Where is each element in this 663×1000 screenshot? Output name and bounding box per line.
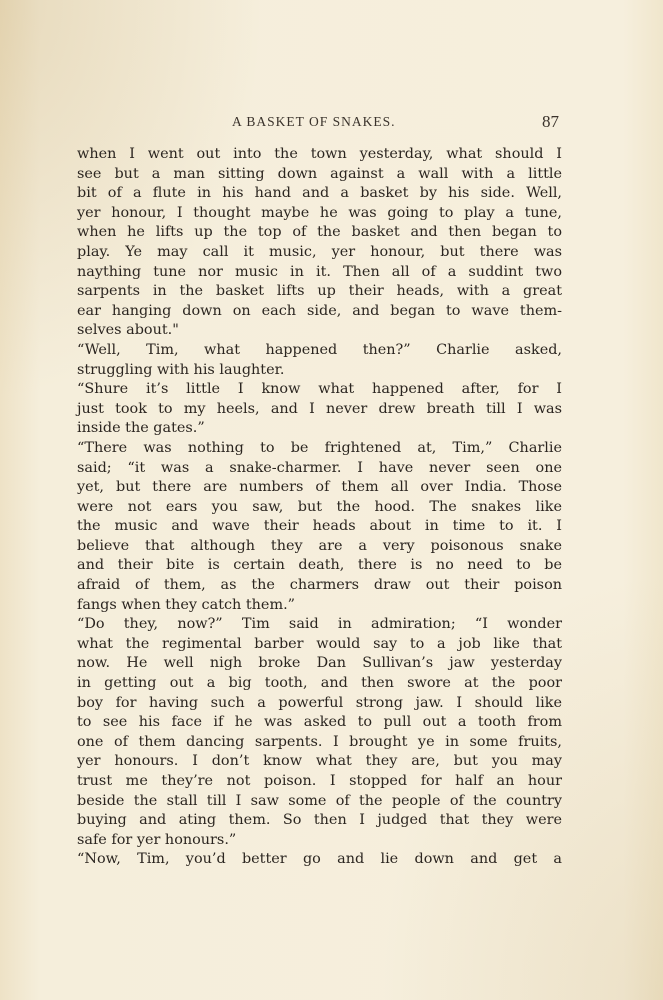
text-line: bit of a flute in his hand and a basket by his side. Well, — [77, 185, 562, 202]
text-line: trust me they’re not poison. I stopped for half an hour — [77, 773, 562, 789]
text-line: believe that although they are a very poisonous snake — [77, 537, 562, 554]
text-line: beside the stall till I saw some of the people of the country — [77, 792, 562, 809]
page-number: 87 — [542, 112, 559, 131]
text-line: naything tune nor music in it. Then all of a suddint two — [77, 263, 562, 280]
text-line: just took to my heels, and I never drew breath till I was — [77, 400, 562, 417]
text-line: buying and ating them. So then I judged that they were — [77, 812, 562, 829]
text-line: when he lifts up the top of the basket and then began to — [77, 224, 562, 241]
text-line: “Now, Tim, you’d better go and lie down and get a — [77, 851, 562, 868]
text-line: and their bite is certain death, there is no need to be — [77, 557, 562, 574]
text-line: yet, but there are numbers of them all over India. Those — [77, 479, 562, 496]
text-line: to see his face if he was asked to pull out a tooth from — [77, 714, 562, 731]
text-line: ear hanging down on each side, and began to wave them- — [77, 302, 562, 319]
text-line: now. He well nigh broke Dan Sullivan’s jaw yesterday — [77, 655, 562, 672]
text-line: the music and wave their heads about in time to it. I — [77, 518, 562, 535]
text-line: one of them dancing sarpents. I brought ye in some fruits, — [77, 733, 562, 750]
text-line: when I went out into the town yesterday, what should I — [77, 146, 562, 162]
text-line: “Shure it’s little I know what happened after, for I — [77, 381, 562, 398]
text-line: “There was nothing to be frightened at, Tim,” Charlie — [77, 439, 562, 456]
text-line: inside the gates.” — [77, 420, 205, 437]
text-line: selves about." — [77, 322, 179, 339]
text-line: boy for having such a powerful strong jaw. I should like — [77, 694, 562, 711]
running-head — [0, 112, 663, 134]
text-line: see but a man sitting down against a wall with a little — [77, 165, 562, 182]
text-line: afraid of them, as the charmers draw out their poison — [77, 577, 562, 594]
text-line: safe for yer honours.” — [77, 831, 237, 848]
text-line: “Do they, now?” Tim said in admiration; “I wonder — [77, 616, 562, 633]
text-line: “Well, Tim, what happened then?” Charlie asked, — [77, 341, 562, 358]
text-line: in getting out a big tooth, and then swore at the poor — [77, 675, 562, 692]
text-line: yer honour, I thought maybe he was going to play a tune, — [77, 204, 562, 221]
text-line: yer honours. I don’t know what they are, but you may — [77, 753, 562, 770]
text-line: play. Ye may call it music, yer honour, but there was — [77, 243, 562, 260]
running-title: A BASKET OF SNAKES. — [232, 114, 396, 129]
text-line: sarpents in the basket lifts up their heads, with a great — [77, 283, 562, 300]
text-line: were not ears you saw, but the hood. The snakes like — [77, 498, 562, 515]
text-line: struggling with his laughter. — [77, 361, 285, 378]
body-text — [77, 145, 562, 870]
text-line: said; “it was a snake-charmer. I have never seen one — [77, 459, 562, 476]
text-line: what the regimental barber would say to a job like that — [77, 635, 562, 652]
text-line: fangs when they catch them.” — [77, 596, 296, 613]
